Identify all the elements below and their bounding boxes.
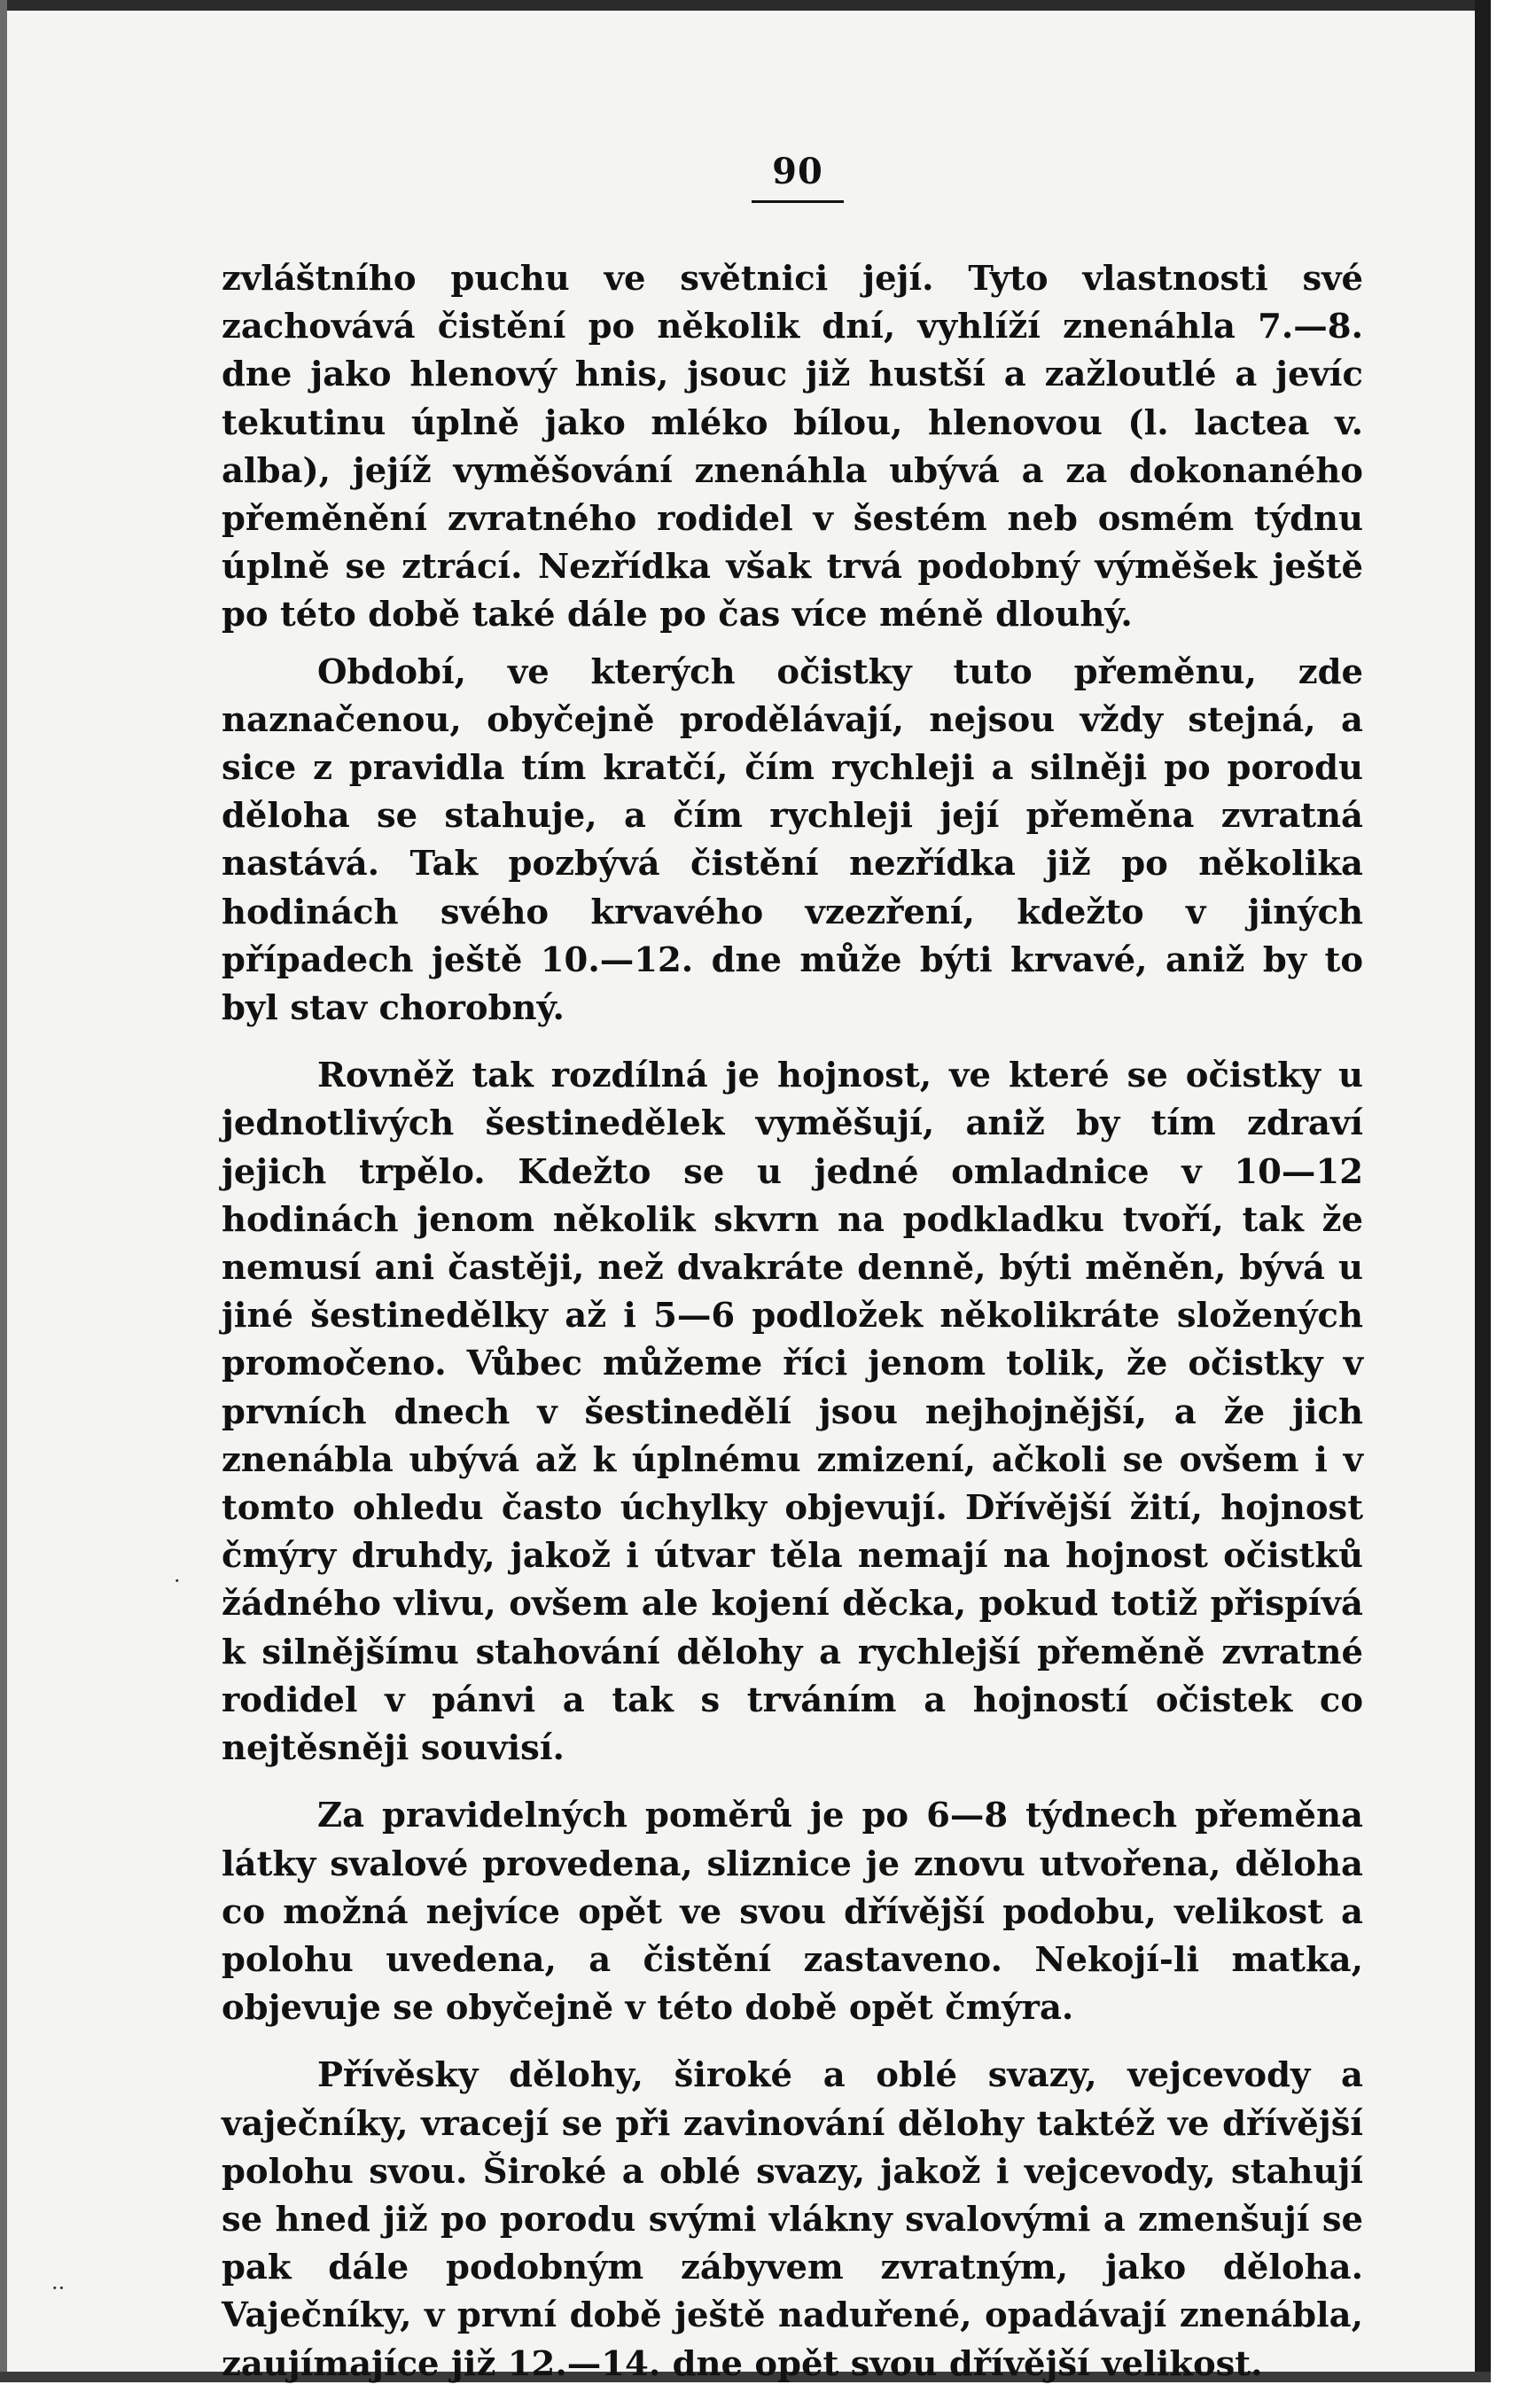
- scan-speck-bottom-left: ··: [51, 2276, 66, 2301]
- paragraph-3: Rovněž tak rozdílná je hojnost, ve které se očistky u jednotlivých šestinedělek vyměšují, aniž by tím zdraví jejich trpělo. Kdežto se u jedné omladnice v 10—12 hodinách jenom několik skvrn na podkladku tvoří, tak že nemusí ani častěji, než dvakráte denně, býti měněn, bývá u jiné šestinedělky až i 5—6 podložek několikráte složených promočeno. Vůbec můžeme říci jenom tolik, že očistky v prvních dnech v šestinedělí jsou nejhojnější, a že jich znenábla ubývá až k úplnému zmizení, ačkoli se ovšem i v tomto ohledu často úchylky objevují. Dřívější žití, hojnost čmýry druhdy, jakož i útvar těla nemají na hojnost očistků žádného vlivu, ovšem ale kojení děcka, pokud totiž přispívá k silnějšímu stahování dělohy a rychlejší přeměně zvratné rodidel v pánvi a tak s trváním a hojností očistek co nejtěsněji souvisí.: [222, 1056, 1363, 1769]
- paragraph-5: Přívěsky dělohy, široké a oblé svazy, vejcevody a vaječníky, vracejí se při zavinování dělohy taktéž ve dřívější polohu svou. Široké a oblé svazy, jakož i vejcevody, stahují se hned již po porodu svými vlákny svalovými a zmenšují se pak dále podobným zábyvem zvratným, jako děloha. Vaječníky, v první době ještě naduřené, opadávají znenábla, zaujímajíce již 12.—14. dne opět svou dřívější velikost.: [222, 2055, 1363, 2384]
- scan-border-left: [0, 0, 7, 2382]
- paragraph-2: Období, ve kterých očistky tuto přeměnu, zde naznačenou, obyčejně prodělávají, nejsou vždy stejná, a sice z pravidla tím kratčí, čím rychleji a silněji po porodu děloha se stahuje, a čím rychleji její přeměna zvratná nastává. Tak pozbývá čistění nezřídka již po několika hodinách svého krvavého vzezření, kdežto v jiných případech ještě 10.—12. dne může býti krvavé, aniž by to byl stav chorobný.: [222, 651, 1363, 1029]
- body-text: [222, 255, 1363, 2408]
- paragraph-1: zvláštního puchu ve světnici její. Tyto vlastnosti své zachovává čistění po několik dní, vyhlíží znenáhla 7.—8. dne jako hlenový hnis, jsouc již hustší a zažloutlé a jevíc tekutinu úplně jako mléko bílou, hlenovou (l. lactea v. alba), jejíž vyměšování znenáhla ubývá a za dokonaného přeměnění zvratného rodidel v šestém neb osmém týdnu úplně se ztrácí. Nezřídka však trvá podobný výměšek ještě po této době také dále po čas více méně dlouhý.: [222, 259, 1363, 635]
- page-number-underline: [752, 200, 844, 203]
- scan-speck-margin: ·: [174, 1569, 181, 1594]
- scan-border-top: [0, 0, 1491, 11]
- paragraph-4: Za pravidelných poměrů je po 6—8 týdnech přeměna látky svalové provedena, sliznice je znovu utvořena, děloha co možná nejvíce opět ve svou dřívější podobu, velikost a polohu uvedena, a čistění zastaveno. Nekojí-li matka, objevuje se obyčejně v této době opět čmýra.: [222, 1796, 1363, 2029]
- page-number: 90: [772, 151, 823, 192]
- scan-border-right: [1475, 0, 1491, 2382]
